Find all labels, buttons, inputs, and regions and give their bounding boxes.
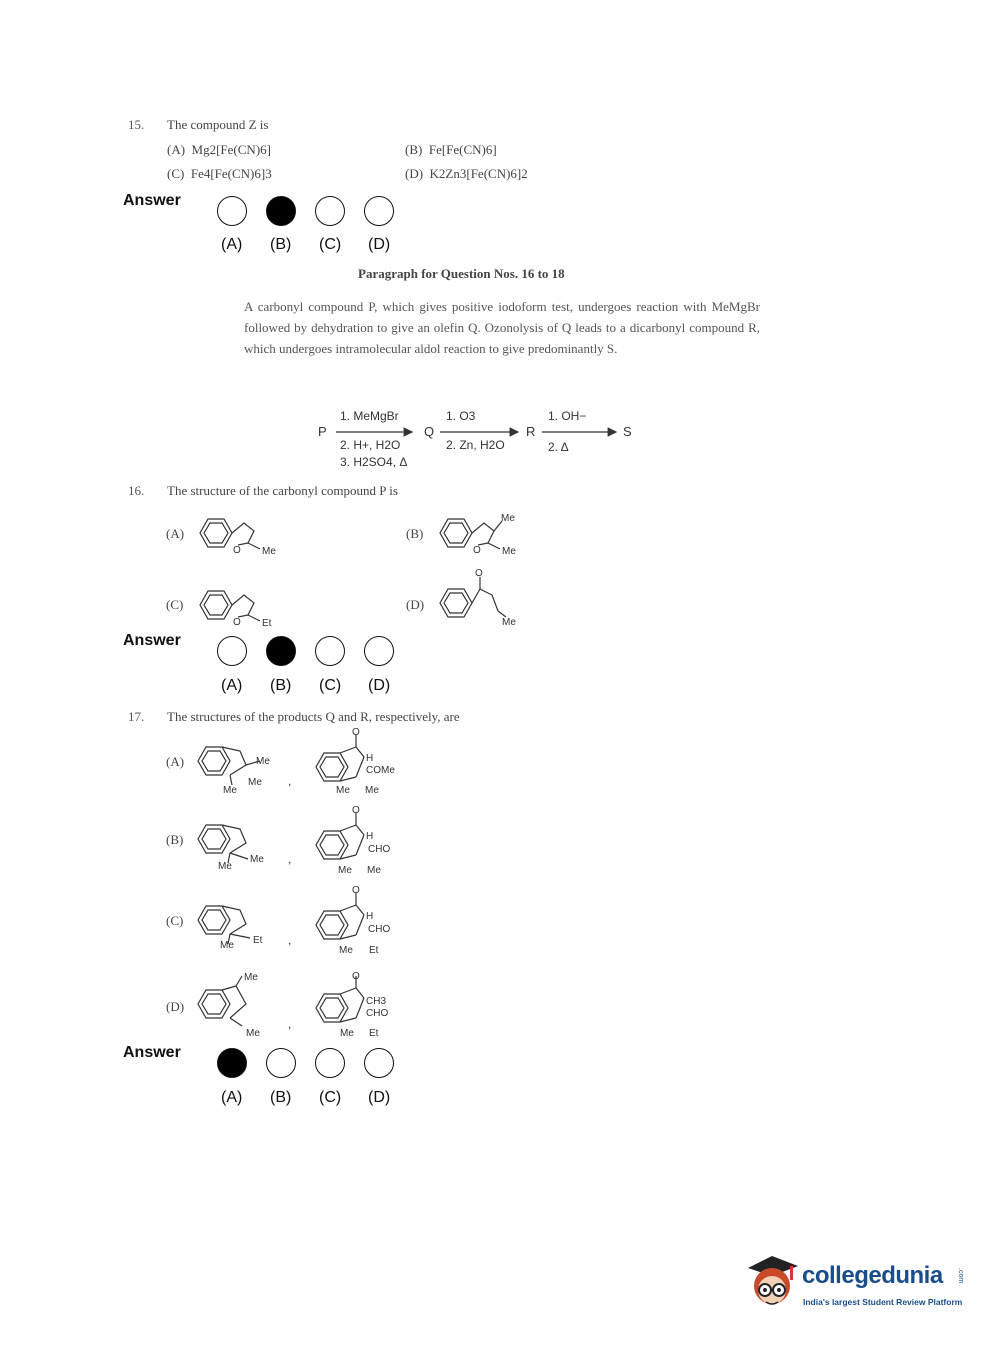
structure-17b-q: [190, 815, 300, 875]
bubble-letter: (C): [319, 1089, 342, 1106]
svg-text:Me: Me: [501, 513, 515, 524]
option-text: Fe4[Fe(CN)6]3: [190, 166, 272, 181]
svg-text:Me: Me: [340, 1028, 354, 1039]
reaction-scheme: [300, 402, 650, 477]
svg-text:Et: Et: [369, 1028, 379, 1039]
structure-16c: [190, 577, 300, 637]
option-label: (C): [166, 597, 184, 612]
structure-17b-r: [308, 805, 418, 877]
svg-text:Me: Me: [218, 861, 232, 872]
brand-logo[interactable]: [742, 1250, 972, 1320]
answer-bubble-b[interactable]: [266, 1048, 296, 1078]
bubble-letter: (D): [368, 677, 391, 694]
svg-text:Me: Me: [256, 756, 270, 767]
bubble-letter: (B): [270, 236, 292, 253]
svg-text:Me: Me: [365, 785, 379, 796]
svg-text:,: ,: [288, 1017, 292, 1031]
svg-text:H: H: [366, 831, 374, 842]
question-text: The structure of the carbonyl compound P is: [167, 483, 398, 498]
svg-text:O: O: [352, 885, 360, 896]
option-label: (B): [166, 832, 184, 847]
svg-text:CHO: CHO: [368, 844, 391, 855]
option-label: (B): [406, 526, 424, 541]
answer-bubble-b[interactable]: [266, 196, 296, 226]
svg-text:H: H: [366, 911, 374, 922]
species-s: S: [623, 424, 632, 439]
svg-text:Me: Me: [246, 1028, 260, 1039]
svg-text:CHO: CHO: [366, 1008, 389, 1019]
bubble-letter: (D): [368, 1089, 391, 1106]
svg-text:Et: Et: [369, 945, 379, 956]
svg-text:COMe: COMe: [366, 765, 395, 776]
option-label: (C): [167, 166, 185, 181]
option-d: [405, 166, 528, 182]
answer-bubble-a[interactable]: [217, 636, 247, 666]
answer-bubble-c[interactable]: [315, 196, 345, 226]
question-text: The structures of the products Q and R, respectively, are: [167, 709, 460, 724]
step2-reagent: 2. Zn, H2O: [446, 438, 505, 452]
step3-reagent: 1. OH−: [548, 409, 587, 423]
step1-reagent: 3. H2SO4, Δ: [340, 455, 408, 469]
answer-bubble-c[interactable]: [315, 1048, 345, 1078]
bubble-letter: (C): [319, 236, 342, 253]
answer-label: Answer: [123, 192, 181, 209]
svg-text:O: O: [352, 805, 360, 816]
svg-text:Me: Me: [248, 777, 262, 788]
svg-text:,: ,: [288, 774, 292, 788]
answer-bubble-d[interactable]: [364, 1048, 394, 1078]
answer-bubble-a[interactable]: [217, 196, 247, 226]
brand-dotcom: .com: [957, 1268, 964, 1284]
option-label: (A): [167, 142, 186, 157]
answer-bubble-b[interactable]: [266, 636, 296, 666]
option-a: [167, 142, 271, 158]
answer-label: Answer: [123, 1044, 181, 1061]
bubble-letter: (D): [368, 236, 391, 253]
bubble-letter: (A): [221, 677, 243, 694]
bubble-letter: (A): [221, 236, 243, 253]
bubble-letter: (B): [270, 677, 292, 694]
structure-17a-r: [308, 727, 418, 799]
option-label: (D): [166, 999, 185, 1014]
question-text: The compound Z is: [167, 117, 269, 132]
answer-bubble-a[interactable]: [217, 1048, 247, 1078]
paragraph-text: A carbonyl compound P, which gives positive iodoform test, undergoes reaction with MeMgBr followed by dehydration to give an olefin Q. Ozonolysis of Q leads to a dicarbonyl compound R, which undergoes intramolecular aldol reaction to give predominantly S.: [244, 299, 760, 356]
svg-text:Me: Me: [223, 785, 237, 796]
step1-reagent: 2. H+, H2O: [340, 438, 401, 452]
svg-text:Me: Me: [338, 865, 352, 876]
svg-text:Et: Et: [253, 935, 263, 946]
mascot-icon: [742, 1250, 802, 1316]
answer-bubble-d[interactable]: [364, 196, 394, 226]
structure-17d-q: [190, 968, 300, 1040]
bubble-letter: (B): [270, 1089, 292, 1106]
svg-text:CH3: CH3: [366, 996, 387, 1007]
structure-16a: [190, 505, 300, 565]
option-label: (A): [166, 754, 185, 769]
svg-text:O: O: [473, 545, 481, 556]
option-b: [405, 142, 497, 158]
svg-text:Me: Me: [244, 972, 258, 983]
svg-text:O: O: [233, 545, 241, 556]
option-label: (C): [166, 913, 184, 928]
step2-reagent: 1. O3: [446, 409, 476, 423]
structure-17a-q: [190, 737, 300, 797]
step3-reagent: 2. Δ: [548, 440, 569, 454]
species-p: P: [318, 424, 327, 439]
option-text: Fe[Fe(CN)6]: [428, 142, 497, 157]
step1-reagent: 1. MeMgBr: [340, 409, 399, 423]
svg-text:Me: Me: [339, 945, 353, 956]
option-label: (B): [405, 142, 423, 157]
answer-bubble-d[interactable]: [364, 636, 394, 666]
svg-text:,: ,: [288, 933, 292, 947]
option-label: (D): [406, 597, 425, 612]
svg-text:H: H: [366, 753, 374, 764]
svg-text:Me: Me: [336, 785, 350, 796]
svg-text:O: O: [352, 727, 360, 738]
answer-label: Answer: [123, 632, 181, 649]
option-text: K2Zn3[Fe(CN)6]2: [429, 166, 528, 181]
option-text: Mg2[Fe(CN)6]: [191, 142, 271, 157]
bubble-letter: (C): [319, 677, 342, 694]
option-label: (D): [405, 166, 424, 181]
brand-name: collegedunia: [802, 1262, 943, 1289]
option-c: [167, 166, 272, 182]
svg-text:Et: Et: [262, 618, 272, 629]
svg-text:CHO: CHO: [368, 924, 391, 935]
structure-16b: [430, 505, 540, 565]
answer-bubble-c[interactable]: [315, 636, 345, 666]
paragraph-heading: Paragraph for Question Nos. 16 to 18: [358, 266, 565, 281]
svg-text:Me: Me: [250, 854, 264, 865]
option-label: (A): [166, 526, 185, 541]
svg-text:O: O: [475, 568, 483, 579]
svg-text:Me: Me: [367, 865, 381, 876]
svg-text:O: O: [352, 971, 360, 982]
svg-text:Me: Me: [262, 546, 276, 557]
question-number: 17.: [128, 709, 145, 724]
svg-text:Me: Me: [220, 940, 234, 951]
question-number: 16.: [128, 483, 145, 498]
svg-text:,: ,: [288, 852, 292, 866]
svg-text:Me: Me: [502, 546, 516, 557]
structure-17d-r: [308, 968, 418, 1044]
bubble-letter: (A): [221, 1089, 243, 1106]
structure-17c-q: [190, 896, 300, 956]
structure-16d: [430, 565, 540, 630]
svg-text:O: O: [233, 617, 241, 628]
structure-17c-r: [308, 885, 418, 957]
question-number: 15.: [128, 117, 145, 132]
svg-text:Me: Me: [502, 617, 516, 628]
brand-tagline: India's largest Student Review Platform: [803, 1297, 963, 1307]
species-r: R: [526, 424, 536, 439]
species-q: Q: [424, 424, 435, 439]
